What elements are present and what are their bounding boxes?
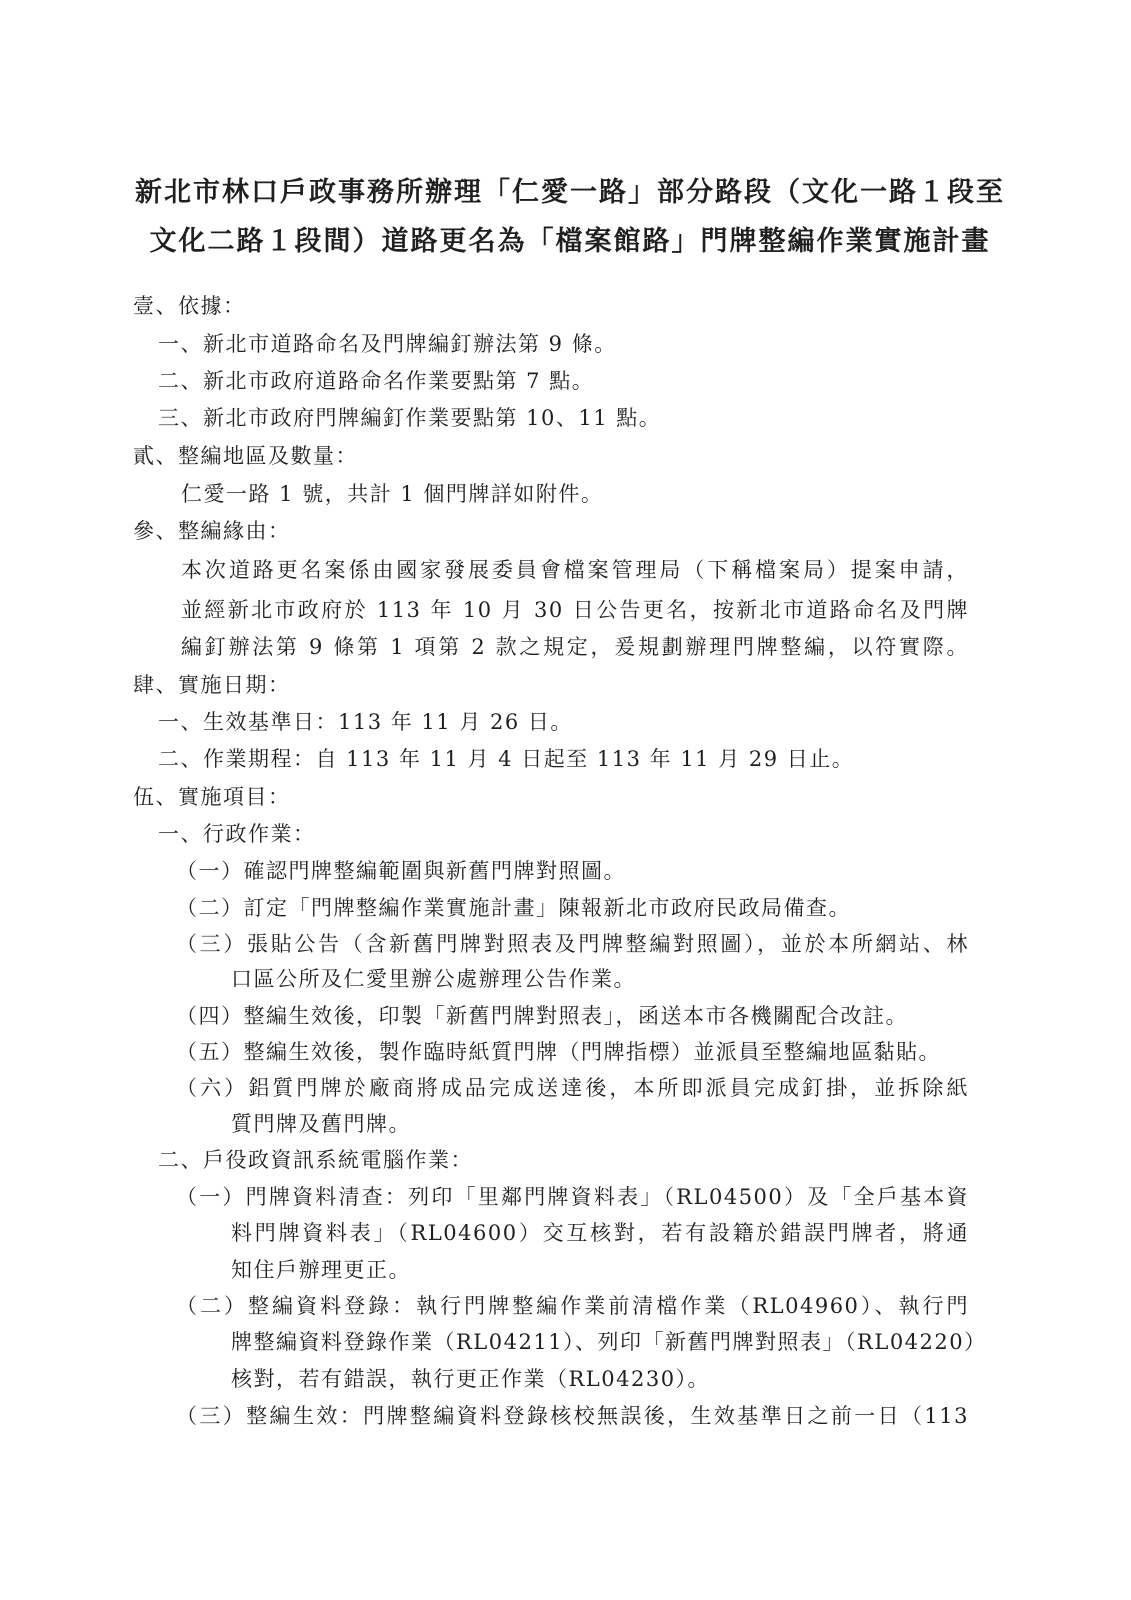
admin-item-4: （四）整編生效後，印製「新舊門牌對照表」，函送本市各機關配合改註。 xyxy=(176,1004,908,1028)
section-heading-area: 貳、整編地區及數量： xyxy=(133,444,358,468)
computer-item-2-line-3: 核對，若有錯誤，執行更正作業（RL04230）。 xyxy=(231,1367,711,1391)
computer-item-1-line-3: 知住戶辦理更正。 xyxy=(231,1258,411,1282)
reason-line-3: 編釘辦法第 9 條第 1 項第 2 款之規定，爰規劃辦理門牌整編，以符實際。 xyxy=(181,635,969,659)
admin-item-3-line-2: 口區公所及仁愛里辦公處辦理公告作業。 xyxy=(231,967,636,991)
computer-item-1-line-2: 料門牌資料表」（RL04600）交互核對，若有設籍於錯誤門牌者，將通 xyxy=(231,1221,969,1245)
admin-item-2: （二）訂定「門牌整編作業實施計畫」陳報新北市政府民政局備查。 xyxy=(176,896,851,920)
reason-line-2: 並經新北市政府於 113 年 10 月 30 日公告更名，按新北市道路命名及門牌 xyxy=(181,598,969,622)
basis-item-1: 一、新北市道路命名及門牌編釘辦法第 9 條。 xyxy=(158,332,617,356)
computer-item-1-line-1: （一）門牌資料清查：列印「里鄰門牌資料表」（RL04500）及「全戶基本資 xyxy=(176,1185,969,1209)
section-heading-reason: 參、整編緣由： xyxy=(133,519,291,543)
schedule-item-1: 一、生效基準日：113 年 11 月 26 日。 xyxy=(158,710,573,734)
computer-item-2-line-1: （二）整編資料登錄：執行門牌整編作業前清檔作業（RL04960）、執行門 xyxy=(176,1294,969,1318)
basis-item-2: 二、新北市政府道路命名作業要點第 7 點。 xyxy=(158,369,595,393)
admin-item-6-line-1: （六）鋁質門牌於廠商將成品完成送達後，本所即派員完成釘掛，並拆除紙 xyxy=(176,1076,969,1100)
area-text: 仁愛一路 1 號，共計 1 個門牌詳如附件。 xyxy=(181,482,604,506)
section-heading-items: 伍、實施項目： xyxy=(133,785,291,809)
document-title-line-2: 文化二路１段間）道路更名為「檔案館路」門牌整編作業實施計畫 xyxy=(149,226,991,257)
document-title-line-1: 新北市林口戶政事務所辦理「仁愛一路」部分路段（文化一路１段至 xyxy=(135,177,1005,208)
admin-item-3-line-1: （三）張貼公告（含新舊門牌對照表及門牌整編對照圖），並於本所網站、林 xyxy=(176,932,969,956)
computer-item-2-line-2: 牌整編資料登錄作業（RL04211）、列印「新舊門牌對照表」（RL04220） xyxy=(231,1330,987,1354)
schedule-item-2: 二、作業期程：自 113 年 11 月 4 日起至 113 年 11 月 29 日止。 xyxy=(158,747,855,771)
section-heading-schedule: 肆、實施日期： xyxy=(133,673,291,697)
reason-line-1: 本次道路更名案係由國家發展委員會檔案管理局（下稱檔案局）提案申請， xyxy=(181,558,969,582)
admin-item-1: （一）確認門牌整編範圍與新舊門牌對照圖。 xyxy=(176,859,626,883)
computer-item-3-line-1: （三）整編生效：門牌整編資料登錄核校無誤後，生效基準日之前一日（113 xyxy=(176,1404,969,1428)
section-heading-basis: 壹、依據： xyxy=(133,294,246,318)
admin-item-6-line-2: 質門牌及舊門牌。 xyxy=(231,1112,411,1136)
basis-item-3: 三、新北市政府門牌編釘作業要點第 10、11 點。 xyxy=(158,406,662,430)
subsection-heading-computer: 二、戶役政資訊系統電腦作業： xyxy=(158,1148,473,1172)
admin-item-5: （五）整編生效後，製作臨時紙質門牌（門牌指標）並派員至整編地區黏貼。 xyxy=(176,1040,941,1064)
subsection-heading-admin: 一、行政作業： xyxy=(158,822,316,846)
